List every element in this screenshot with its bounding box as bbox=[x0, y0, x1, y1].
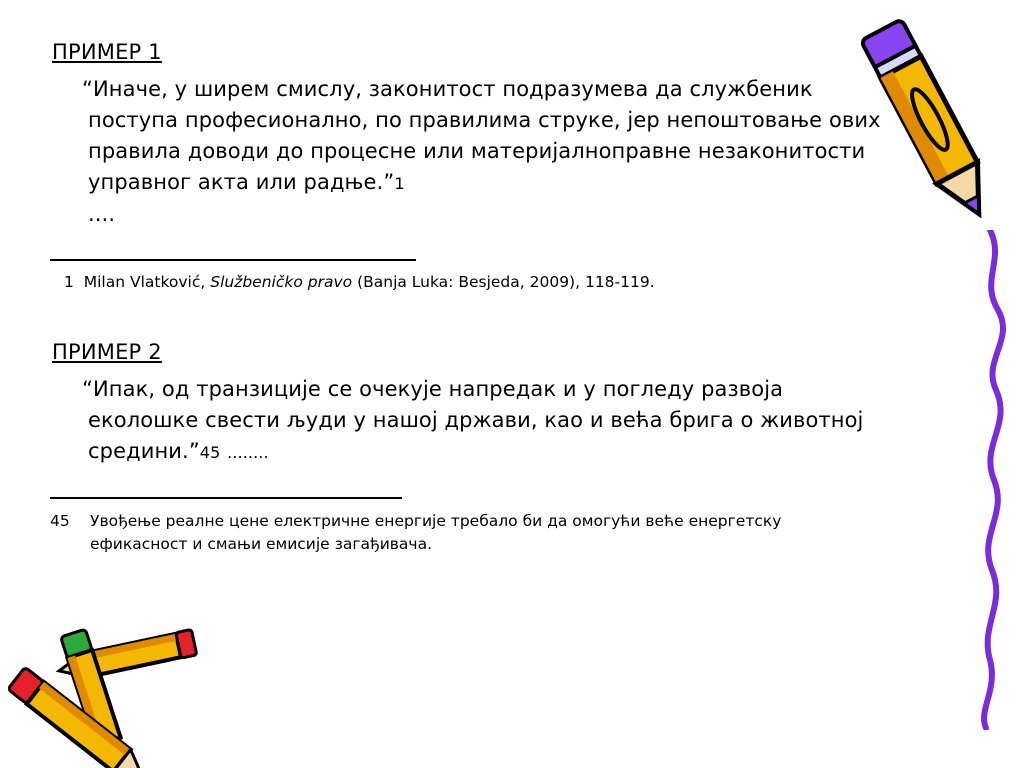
footnote-separator-1 bbox=[50, 259, 416, 261]
footnote-1-details: (Banja Luka: Besjeda, 2009), 118-119. bbox=[357, 273, 655, 291]
example-2-quote-block bbox=[82, 374, 878, 468]
example-1-quote: “Иначе, у ширем смислу, законитост подразумева да службеник поступа професионално, по правилима струке, јер непоштовање ових правила доводи до процесне или материјалноправне незаконитости управног акта или радње.” bbox=[82, 77, 881, 194]
crossed-pencils-icon bbox=[0, 620, 210, 768]
footnote-1-title: Službeničko pravo bbox=[210, 273, 353, 291]
footnote-1 bbox=[64, 273, 655, 291]
footnote-45-line1: Увођење реалне цене електричне енергије требало би да омогући веће енергетску bbox=[90, 512, 782, 530]
footnote-45 bbox=[50, 510, 910, 556]
footnote-1-author: Milan Vlatković, bbox=[83, 273, 206, 291]
footnote-ref-1: 1 bbox=[394, 174, 405, 193]
footnote-45-number: 45 bbox=[50, 512, 70, 530]
example-2-heading: ПРИМЕР 2 bbox=[52, 340, 162, 364]
footnote-1-number: 1 bbox=[64, 273, 74, 291]
example-1-ellipsis: .... bbox=[88, 202, 116, 226]
example-2-quote: “Ипак, од транзиције се очекује напредак и у погледу развоја еколошке свести људи у нашој држави, као и већа брига о животној средини.” bbox=[82, 377, 864, 463]
example-1-quote-block bbox=[82, 74, 888, 230]
footnote-45-line2: ефикасност и смањи емисије загађивача. bbox=[90, 535, 433, 553]
footnote-ref-45: 45 bbox=[199, 443, 221, 462]
squiggle-line-icon bbox=[960, 230, 1024, 730]
pencil-icon bbox=[860, 4, 1010, 244]
footnote-separator-2 bbox=[50, 497, 402, 499]
example-2-ellipsis: ........ bbox=[227, 443, 269, 462]
example-1-heading: ПРИМЕР 1 bbox=[52, 40, 162, 64]
